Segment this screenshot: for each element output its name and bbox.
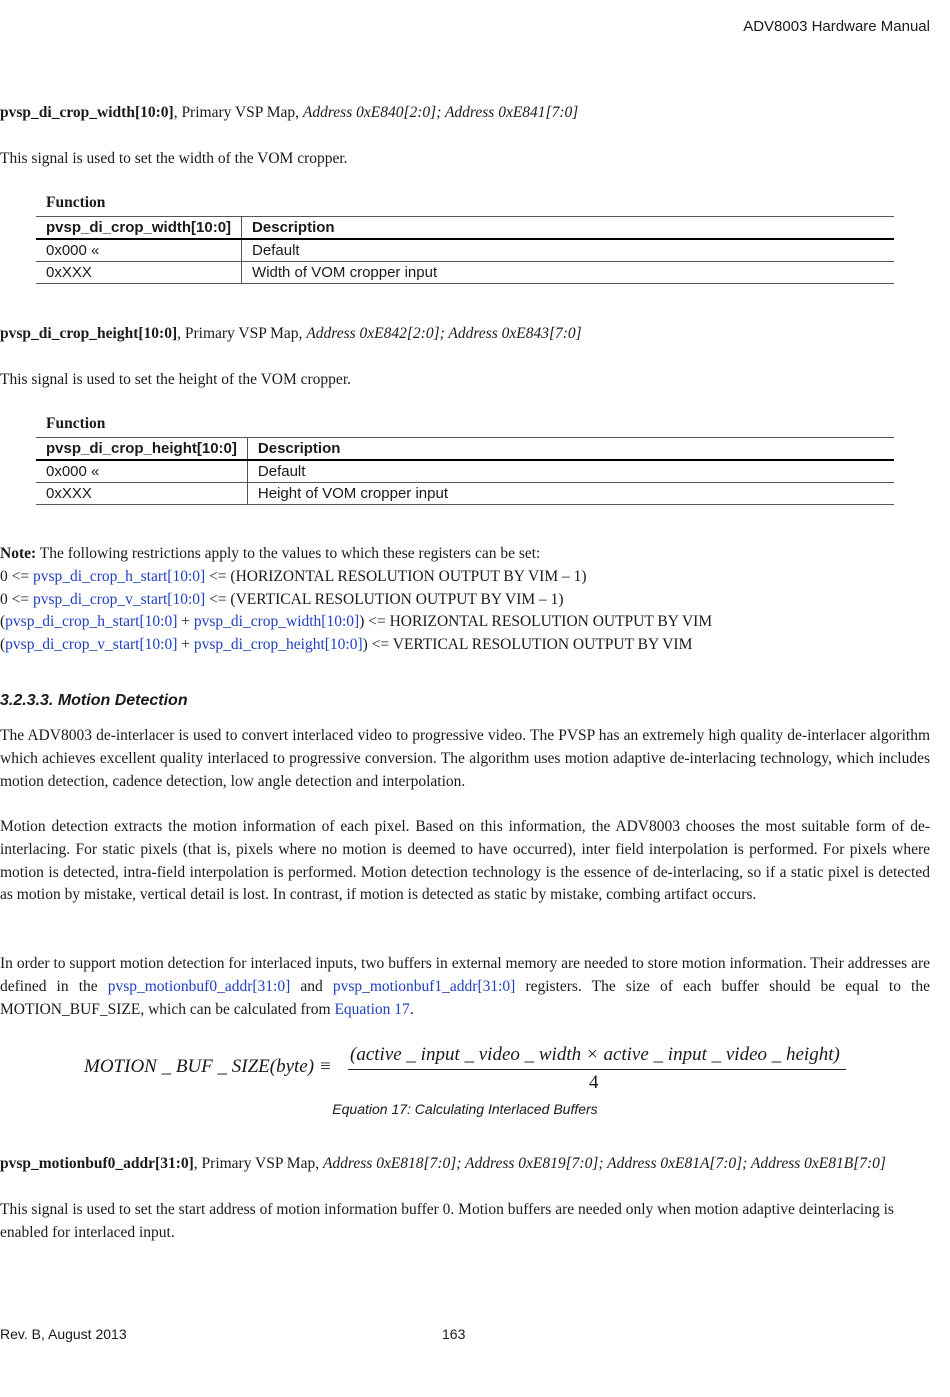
register-heading-crop-height — [0, 323, 930, 346]
table-row — [36, 239, 894, 262]
register-address: Address 0xE840[2:0]; Address 0xE841[7:0] — [302, 104, 579, 121]
paragraph-text: registers. The size of each buffer should be equal to the MOTION_BUF_SIZE, which can be calculated from — [0, 977, 930, 1018]
table-function-label: Function — [46, 415, 106, 432]
register-map: , Primary VSP Map, — [193, 1155, 323, 1172]
register-description: This signal is used to set the height of the VOM cropper. — [0, 371, 351, 388]
table-row — [36, 483, 894, 505]
note-line — [0, 566, 930, 589]
register-link[interactable]: pvsp_di_crop_height[10:0] — [193, 636, 363, 654]
note-line-text: <= (VERTICAL RESOLUTION OUTPUT BY VIM – 1) — [205, 590, 564, 608]
register-link[interactable]: pvsp_di_crop_h_start[10:0] — [5, 613, 178, 631]
register-name: pvsp_di_crop_height[10:0] — [0, 325, 178, 342]
note-label: Note: — [0, 545, 37, 562]
fraction-bar — [348, 1069, 846, 1070]
table-cell-value: 0x000 « — [36, 460, 247, 483]
equation-denominator: 4 — [589, 1072, 599, 1093]
note-line — [0, 634, 930, 657]
note-line-text: ) <= VERTICAL RESOLUTION OUTPUT BY VIM — [362, 636, 693, 654]
register-map: , Primary VSP Map, — [177, 325, 307, 342]
equation-caption: Equation 17: Calculating Interlaced Buffers — [332, 1101, 598, 1117]
register-link[interactable]: pvsp_di_crop_width[10:0] — [193, 613, 360, 631]
paragraph-text: and — [290, 977, 333, 995]
register-name: pvsp_motionbuf0_addr[31:0] — [0, 1155, 194, 1172]
register-table-crop-height — [36, 437, 894, 505]
register-address: Address 0xE842[2:0]; Address 0xE843[7:0] — [306, 325, 582, 342]
register-heading-crop-width — [0, 102, 930, 125]
register-link[interactable]: pvsp_di_crop_h_start[10:0] — [32, 567, 206, 585]
register-name: pvsp_di_crop_width[10:0] — [0, 104, 174, 121]
note-intro — [0, 543, 930, 566]
register-map: , Primary VSP Map, — [173, 104, 303, 121]
table-cell-description: Height of VOM cropper input — [247, 483, 894, 505]
table-cell-description: Default — [242, 239, 894, 262]
table-cell-value: 0xXXX — [36, 262, 242, 284]
note-line-text: ( — [0, 636, 6, 654]
paragraph-deinterlacer: The ADV8003 de-interlacer is used to convert interlaced video to progressive video. The PVSP has an extremely high quality de-interlacer algorithm which achieves excellent quality interlaced to progressive conversion. The algorithm uses motion adaptive de-interlacing technology, which includes motion detection, cadence detection, low angle detection and interpolation. — [0, 727, 930, 790]
note-line-text: ) <= HORIZONTAL RESOLUTION OUTPUT BY VIM — [359, 613, 713, 631]
register-address: Address 0xE818[7:0]; Address 0xE819[7:0]; Address 0xE81A[7:0]; Address 0xE81B[7:0] — [322, 1155, 886, 1172]
note-line-text: + — [177, 613, 194, 631]
footer-revision: Rev. B, August 2013 — [0, 1326, 127, 1342]
footer-page-number: 163 — [442, 1326, 466, 1342]
table-header-description: Description — [242, 217, 894, 240]
equation-link[interactable]: Equation 17 — [334, 1000, 410, 1018]
paragraph-motion-buffers — [0, 953, 930, 1021]
register-description: This signal is used to set the start address of motion information buffer 0. Motion buffers are needed only when motion adaptive deinterlacing is enabled for interlaced input. — [0, 1201, 894, 1241]
register-link[interactable]: pvsp_di_crop_v_start[10:0] — [32, 590, 206, 608]
register-link[interactable]: pvsp_motionbuf0_addr[31:0] — [107, 977, 291, 995]
register-table-crop-width — [36, 216, 894, 284]
table-header-description: Description — [247, 438, 894, 461]
note-text: The following restrictions apply to the values to which these registers can be set: — [36, 545, 541, 562]
register-description: This signal is used to set the width of the VOM cropper. — [0, 150, 348, 167]
paragraph-motion-detection: Motion detection extracts the motion information of each pixel. Based on this information, the ADV8003 chooses the most suitable form of de-interlacing. For static pixels (that is, pixels where no motion is deemed to have occurred), inter field interpolation is performed. For pixels where motion is detected, intra-field interpolation is performed. Motion detection technology is the essence of de-interlacing, so if a static pixel is detected as motion by mistake, vertical detail is lost. In contrast, if motion is detected as static by mistake, combing artifact occurs. — [0, 818, 930, 904]
equation-17 — [84, 1042, 854, 1094]
table-function-label: Function — [46, 194, 106, 211]
register-heading-motionbuf0 — [0, 1153, 930, 1176]
note-line-text: 0 <= — [0, 567, 33, 585]
table-cell-value: 0x000 « — [36, 239, 242, 262]
paragraph-text: . — [409, 1000, 414, 1018]
note-line-text: 0 <= — [0, 590, 33, 608]
equation-lhs: MOTION _ BUF _ SIZE(byte) ≡ — [84, 1056, 332, 1077]
note-line-text: <= (HORIZONTAL RESOLUTION OUTPUT BY VIM – 1) — [205, 567, 587, 585]
note-line — [0, 589, 930, 612]
paragraph-text: In order to support motion detection for interlaced inputs, two buffers in external memory are needed to store motion information. Their addresses are defined in the — [0, 955, 930, 995]
table-header-value: pvsp_di_crop_width[10:0] — [36, 217, 242, 240]
note-line-text: + — [177, 636, 194, 654]
document-header-title: ADV8003 Hardware Manual — [743, 18, 930, 35]
note-block — [0, 543, 930, 657]
table-cell-value: 0xXXX — [36, 483, 247, 505]
table-cell-description: Width of VOM cropper input — [242, 262, 894, 284]
note-line — [0, 611, 930, 634]
table-row — [36, 460, 894, 483]
equation-numerator: (active _ input _ video _ width × active _ input _ video _ height) — [350, 1044, 840, 1065]
register-link[interactable]: pvsp_motionbuf1_addr[31:0] — [332, 977, 516, 995]
table-row — [36, 262, 894, 284]
table-cell-description: Default — [247, 460, 894, 483]
register-link[interactable]: pvsp_di_crop_v_start[10:0] — [5, 636, 178, 654]
table-header-row — [36, 438, 894, 461]
note-line-text: ( — [0, 613, 6, 631]
section-heading: 3.2.3.3. Motion Detection — [0, 692, 188, 709]
table-header-row — [36, 217, 894, 240]
table-header-value: pvsp_di_crop_height[10:0] — [36, 438, 247, 461]
